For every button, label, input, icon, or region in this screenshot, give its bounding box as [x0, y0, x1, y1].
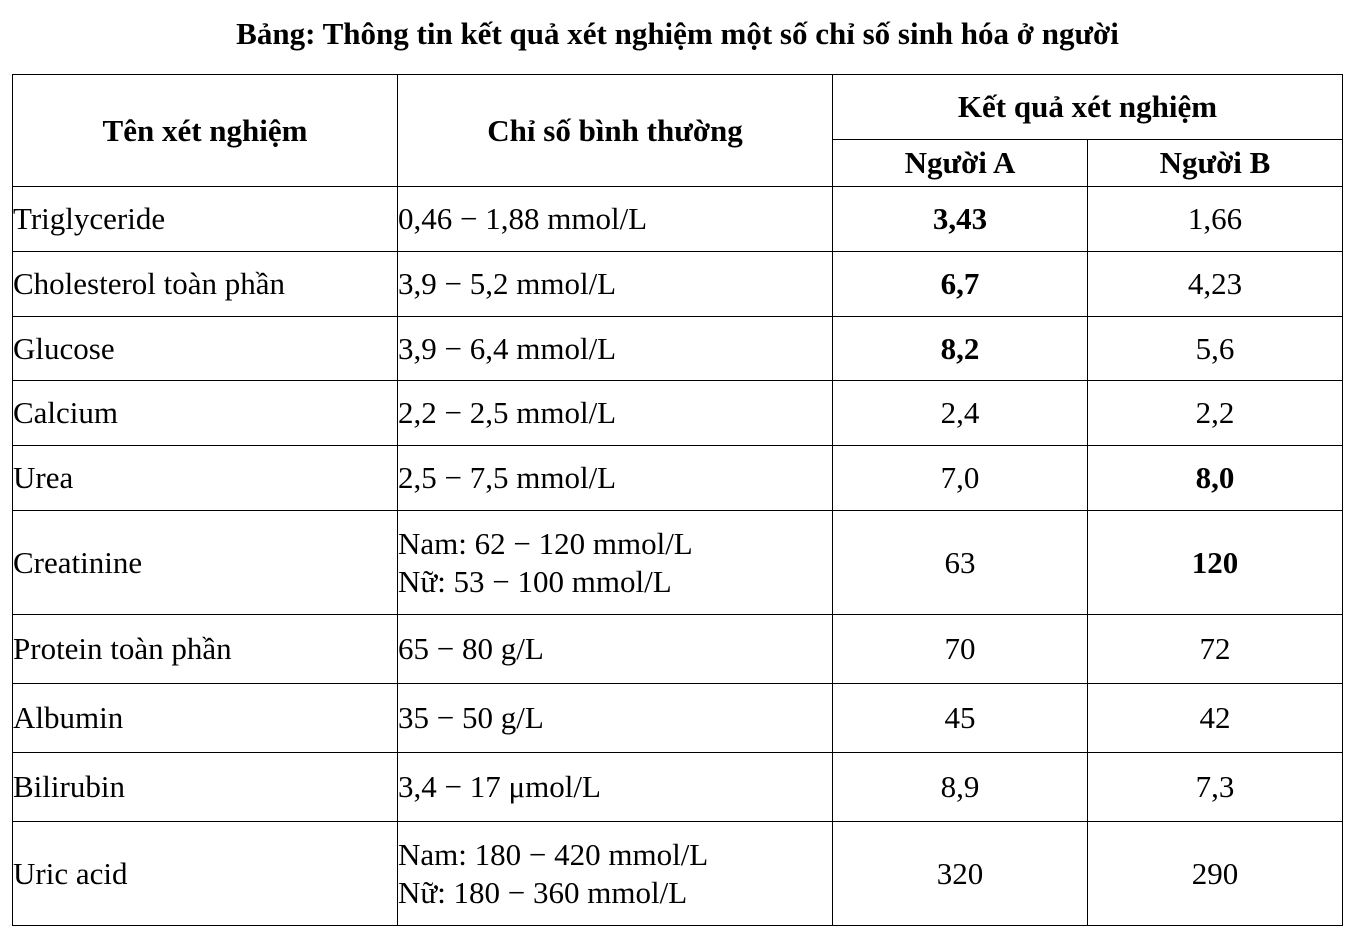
table-row	[13, 615, 1343, 684]
person-a-value: 320	[833, 822, 1088, 926]
normal-range-cell	[398, 317, 833, 381]
header-row	[13, 75, 1343, 140]
person-b-value: 4,23	[1088, 252, 1343, 317]
person-a-value: 63	[833, 511, 1088, 615]
person-a-value: 7,0	[833, 446, 1088, 511]
table-row	[13, 684, 1343, 753]
test-name-cell: Glucose	[13, 317, 398, 381]
normal-range-line: 65 − 80 g/L	[398, 631, 544, 666]
person-b-value: 7,3	[1088, 753, 1343, 822]
person-b-value: 42	[1088, 684, 1343, 753]
test-name-cell: Cholesterol toàn phần	[13, 252, 398, 317]
test-name-cell: Bilirubin	[13, 753, 398, 822]
normal-range-line: Nữ: 53 − 100 mmol/L	[398, 563, 672, 599]
test-name-cell: Albumin	[13, 684, 398, 753]
person-a-value: 8,2	[833, 317, 1088, 381]
normal-range-cell	[398, 684, 833, 753]
test-name-cell: Calcium	[13, 381, 398, 446]
person-b-value: 290	[1088, 822, 1343, 926]
normal-range-line: 3,9 − 6,4 mmol/L	[398, 330, 617, 366]
normal-range-cell	[398, 187, 833, 252]
normal-range-cell	[398, 822, 833, 926]
header-person-a: Người A	[833, 140, 1088, 187]
normal-range-cell	[398, 381, 833, 446]
person-b-value: 72	[1088, 615, 1343, 684]
person-a-value: 6,7	[833, 252, 1088, 317]
person-a-value: 70	[833, 615, 1088, 684]
table-title: Bảng: Thông tin kết quả xét nghiệm một số chỉ số sinh hóa ở người	[236, 16, 1119, 51]
table-row	[13, 446, 1343, 511]
person-a-value: 8,9	[833, 753, 1088, 822]
table-row	[13, 317, 1343, 381]
test-name-cell: Triglyceride	[13, 187, 398, 252]
person-a-value: 45	[833, 684, 1088, 753]
person-b-value: 2,2	[1088, 381, 1343, 446]
normal-range-line: Nữ: 180 − 360 mmol/L	[398, 874, 688, 910]
normal-range-line: 0,46 − 1,88 mmol/L	[398, 201, 648, 236]
header-results: Kết quả xét nghiệm	[833, 75, 1343, 140]
normal-range-cell	[398, 753, 833, 822]
person-b-value: 1,66	[1088, 187, 1343, 252]
normal-range-line: 3,9 − 5,2 mmol/L	[398, 266, 617, 301]
test-name-cell: Urea	[13, 446, 398, 511]
table-body	[13, 187, 1343, 926]
table-row	[13, 252, 1343, 317]
header-normal-range: Chỉ số bình thường	[398, 75, 833, 187]
normal-range-line: 2,2 − 2,5 mmol/L	[398, 395, 617, 430]
test-name-cell: Uric acid	[13, 822, 398, 926]
normal-range-line: Nam: 62 − 120 mmol/L	[398, 525, 693, 561]
header-person-b: Người B	[1088, 140, 1343, 187]
person-b-value: 120	[1088, 511, 1343, 615]
normal-range-cell	[398, 252, 833, 317]
test-name-cell: Protein toàn phần	[13, 615, 398, 684]
normal-range-line: 2,5 − 7,5 mmol/L	[398, 460, 617, 495]
header-test-name: Tên xét nghiệm	[13, 75, 398, 187]
person-b-value: 8,0	[1088, 446, 1343, 511]
table-row	[13, 511, 1343, 615]
normal-range-line: 35 − 50 g/L	[398, 700, 544, 735]
normal-range-line: Nam: 180 − 420 mmol/L	[398, 836, 709, 872]
normal-range-cell	[398, 511, 833, 615]
person-a-value: 2,4	[833, 381, 1088, 446]
person-a-value: 3,43	[833, 187, 1088, 252]
test-name-cell: Creatinine	[13, 511, 398, 615]
normal-range-line: 3,4 − 17 μmol/L	[398, 769, 601, 804]
table-row	[13, 381, 1343, 446]
normal-range-cell	[398, 446, 833, 511]
table-row	[13, 822, 1343, 926]
table-row	[13, 187, 1343, 252]
table-row	[13, 753, 1343, 822]
person-b-value: 5,6	[1088, 317, 1343, 381]
normal-range-cell	[398, 615, 833, 684]
results-table	[12, 74, 1343, 926]
